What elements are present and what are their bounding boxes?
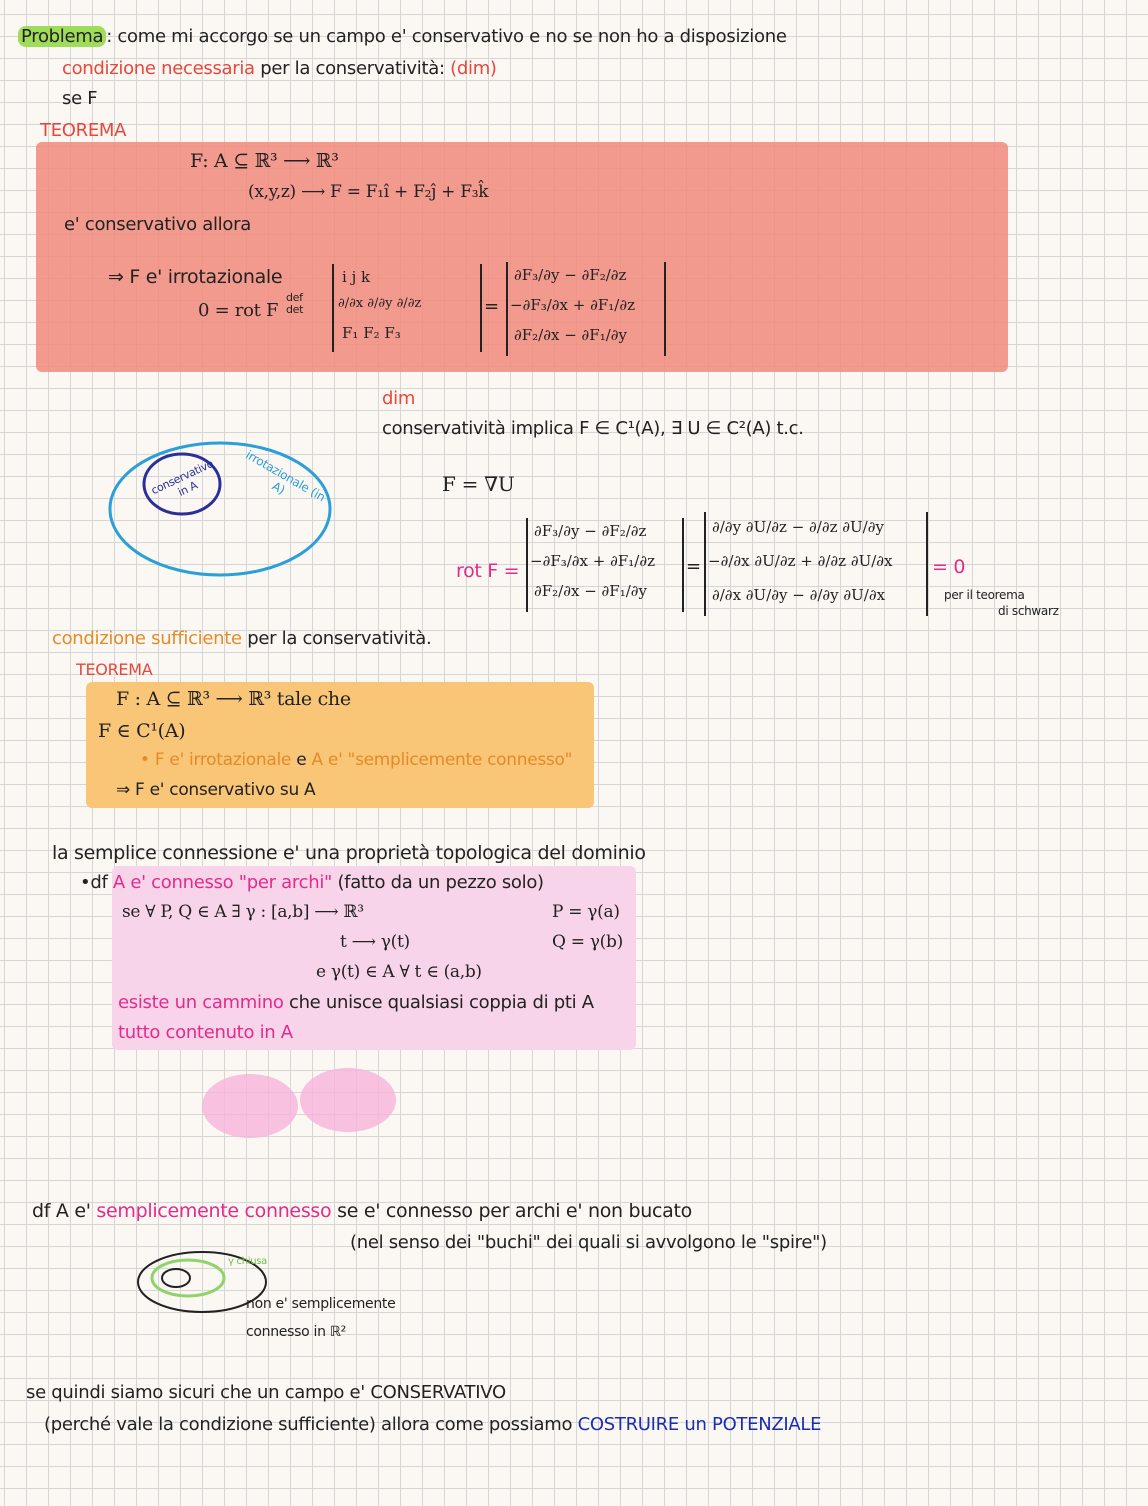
- necessary-condition-line: [62, 58, 497, 79]
- domain-hole: [162, 1269, 190, 1287]
- dim-left-row-1: ∂F₃/∂y − ∂F₂/∂z: [534, 522, 647, 540]
- simply-connected-def: [32, 1200, 692, 1222]
- theorem1-line3: e' conservativo allora: [64, 214, 251, 235]
- problem-line: [18, 26, 787, 47]
- equals-sign: =: [484, 296, 499, 317]
- footer-line2-text: (perché vale la condizione sufficiente) allora come possiamo: [44, 1414, 573, 1435]
- theorem1-line1: F: A ⊆ ℝ³ ⟶ ℝ³: [190, 150, 339, 172]
- dim-right-vector: [704, 512, 928, 616]
- dim-right-row-2: −∂/∂x ∂U/∂z + ∂/∂z ∂U/∂x: [708, 552, 893, 570]
- theorem2-simply-connected: A e' "semplicemente connesso": [311, 750, 573, 770]
- rot-row-1: ∂F₃/∂y − ∂F₂/∂z: [514, 266, 627, 284]
- connection-def-line: [80, 872, 544, 893]
- rot-row-3: ∂F₂/∂x − ∂F₁/∂y: [514, 326, 628, 344]
- se-f: se F: [62, 88, 98, 109]
- theorem2-title: TEOREMA: [76, 660, 153, 679]
- domain-blob-right: [300, 1068, 396, 1132]
- venn-outer-label: irrotazionale (in A): [243, 447, 328, 505]
- equals-sign-2: =: [686, 556, 701, 577]
- def-det-label: def det: [286, 291, 304, 316]
- theorem2-line2: F ∈ C¹(A): [98, 720, 186, 742]
- zero-result-text: = 0: [932, 556, 966, 578]
- dim-right-row-1: ∂/∂y ∂U/∂z − ∂/∂z ∂U/∂y: [712, 518, 884, 536]
- necessary-condition-rest: per la conservatività:: [260, 58, 445, 79]
- connected-term: A e' connesso: [112, 872, 234, 893]
- venn-inner-label: conservativo in A: [149, 457, 216, 499]
- connection-line5: tutto contenuto in A: [118, 1022, 293, 1043]
- determinant-matrix: [332, 264, 482, 352]
- dim-line1: conservatività implica F ∈ C¹(A), ∃ U ∈ C²(A) t.c.: [382, 418, 804, 439]
- path-exists: esiste un cammino: [118, 992, 284, 1013]
- problem-text: : come mi accorgo se un campo e' conservativo e no se non ho a disposizione: [106, 26, 787, 47]
- simply-connected-paren: (nel senso dei "buchi" dei quali si avvolgono le "spire"): [350, 1232, 827, 1253]
- theorem2-line3: [140, 750, 572, 770]
- holed-caption-1: non e' semplicemente: [246, 1296, 396, 1312]
- dim-left-row-3: ∂F₂/∂x − ∂F₁/∂y: [534, 582, 648, 600]
- theorem1-line5: 0 = rot F: [198, 300, 279, 321]
- connection-line1: se ∀ P, Q ∈ A ∃ γ : [a,b] ⟶ ℝ³: [122, 902, 364, 922]
- theorem1-line4: ⇒ F e' irrotazionale: [108, 266, 283, 288]
- sufficient-condition-term: condizione sufficiente: [52, 628, 242, 649]
- schwarz-note-2: di schwarz: [998, 604, 1059, 618]
- schwarz-note-1: per il teorema: [944, 588, 1025, 602]
- theorem1-line2: (x,y,z) ⟶ F = F₁î + F₂ĵ + F₃k̂: [248, 182, 489, 202]
- connection-line2: t ⟶ γ(t): [340, 932, 410, 952]
- connection-intro: la semplice connessione e' una proprietà topologica del dominio: [52, 842, 646, 864]
- problem-label: Problema: [18, 26, 106, 47]
- dim-right-row-3: ∂/∂x ∂U/∂y − ∂/∂y ∂U/∂x: [712, 586, 886, 604]
- one-piece-note: (fatto da un pezzo solo): [337, 872, 544, 893]
- path-exists-rest: che unisce qualsiasi coppia di pti A: [288, 992, 594, 1013]
- rot-f-label: rot F =: [456, 560, 520, 582]
- build-potential-term: COSTRUIRE un POTENZIALE: [577, 1414, 822, 1435]
- sufficient-condition-line: [52, 628, 431, 649]
- by-arcs-term: "per archi": [238, 872, 333, 893]
- connection-line4: [118, 992, 594, 1013]
- simply-connected-rest: se e' connesso per archi e' non bucato: [337, 1200, 692, 1222]
- dim-tag: (dim): [450, 58, 497, 79]
- simply-a: A e': [55, 1200, 91, 1222]
- theorem2-line4: ⇒ F e' conservativo su A: [116, 780, 316, 800]
- df-label-2: df: [32, 1200, 51, 1222]
- simply-connected-term: semplicemente connesso: [96, 1200, 332, 1222]
- dim-left-vector: [526, 518, 684, 612]
- footer-line1: se quindi siamo sicuri che un campo e' CONSERVATIVO: [26, 1382, 506, 1403]
- footer-line2: [44, 1414, 821, 1435]
- domain-blob-left: [202, 1074, 298, 1138]
- theorem2-line1: F : A ⊆ ℝ³ ⟶ ℝ³ tale che: [116, 688, 351, 710]
- det-row-2: ∂/∂x ∂/∂y ∂/∂z: [338, 296, 422, 311]
- theorem2-and: e: [296, 750, 307, 770]
- holed-caption-2: connesso in ℝ²: [246, 1324, 346, 1340]
- closed-curve-label: γ chiusa: [228, 1256, 267, 1267]
- rot-row-2: −∂F₃/∂x + ∂F₁/∂z: [510, 296, 636, 314]
- det-row-3: F₁ F₂ F₃: [342, 324, 401, 342]
- det-row-1: i j k: [342, 268, 371, 286]
- dim-title: dim: [382, 388, 416, 409]
- theorem2-irrotational: • F e' irrotazionale: [140, 750, 292, 770]
- necessary-condition-term: condizione necessaria: [62, 58, 255, 79]
- rot-result-vector: [506, 262, 666, 356]
- connection-line1-right: P = γ(a): [552, 902, 620, 922]
- dim-line2: F = ∇U: [442, 472, 515, 496]
- dim-left-row-2: −∂F₃/∂x + ∂F₁/∂z: [530, 552, 656, 570]
- connection-line3: e γ(t) ∈ A ∀ t ∈ (a,b): [316, 962, 482, 982]
- theorem1-title: TEOREMA: [40, 120, 127, 141]
- connection-line2-right: Q = γ(b): [552, 932, 623, 952]
- sufficient-condition-rest: per la conservatività.: [247, 628, 432, 649]
- zero-result: [932, 556, 965, 578]
- df-label: •df: [80, 872, 108, 893]
- connected-domain-sketch: [200, 1066, 402, 1142]
- venn-outer-ellipse: [110, 443, 330, 575]
